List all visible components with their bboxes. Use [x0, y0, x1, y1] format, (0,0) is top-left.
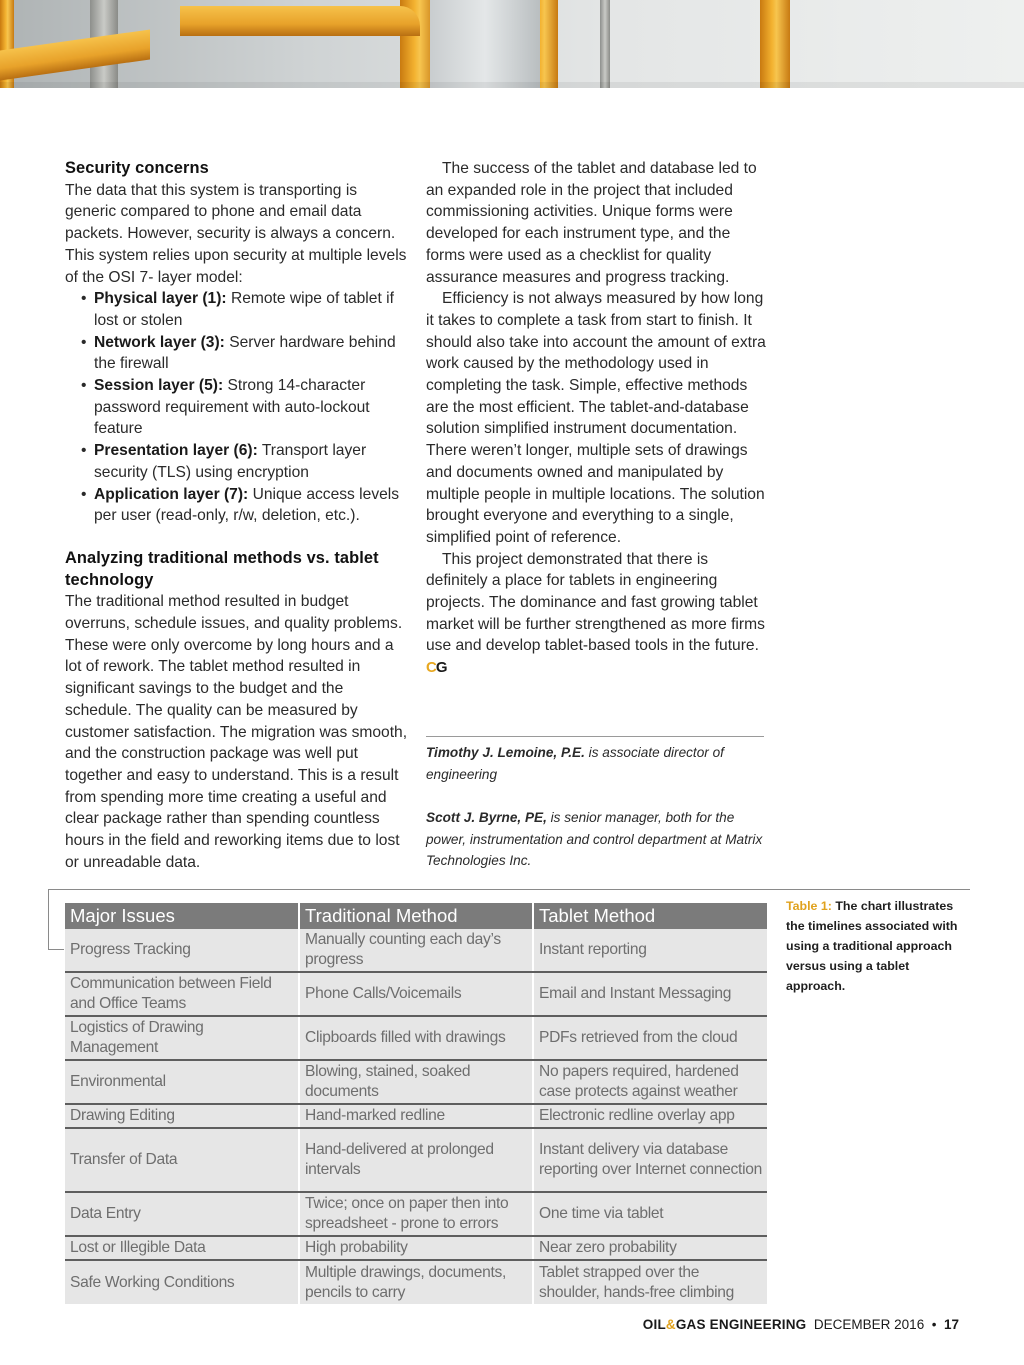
table-row: Lost or Illegible Data High probability Near zero probability: [65, 1236, 767, 1260]
table-row: Transfer of Data Hand-delivered at prolonged intervals Instant delivery via database reporting over Internet connection: [65, 1128, 767, 1192]
list-item: • Application layer (7): Unique access levels per user (read-only, r/w, deletion, etc.).: [94, 484, 410, 527]
table-header-row: [65, 903, 767, 929]
list-item: • Physical layer (1): Remote wipe of tablet if lost or stolen: [94, 288, 410, 331]
list-item: • Presentation layer (6): Transport layer security (TLS) using encryption: [94, 440, 410, 483]
table-frame-line: [48, 949, 64, 950]
analysis-heading: Analyzing traditional methods vs. tablet technology: [65, 548, 379, 589]
security-intro: The data that this system is transporting is generic compared to phone and email data packets. However, security is always a concern. This system relies upon security at multiple levels of the OSI 7- layer model:: [65, 181, 407, 286]
header-tablet-method: Tablet Method: [533, 903, 767, 929]
table-row: Safe Working Conditions Multiple drawings, documents, pencils to carry Tablet strapped over the shoulder, hands-free climbing: [65, 1260, 767, 1304]
table-row: Drawing Editing Hand-marked redline Electronic redline overlay app: [65, 1104, 767, 1128]
paragraph: This project demonstrated that there is definitely a place for tablets in engineering projects. The dominance and fast growing tablet market will be further strengthened as more firms use and develop tablet-based tools in the future. CG: [426, 550, 765, 677]
header-traditional-method: Traditional Method: [299, 903, 533, 929]
issue-date: DECEMBER 2016: [813, 1317, 925, 1332]
table-row: Communication between Field and Office Teams Phone Calls/Voicemails Email and Instant Messaging: [65, 972, 767, 1016]
author-divider: [426, 736, 764, 737]
list-item: • Session layer (5): Strong 14-character password requirement with auto-lockout feature: [94, 375, 410, 440]
publication-name: OIL&GAS ENGINEERING: [642, 1317, 807, 1332]
page-number: 17: [943, 1317, 959, 1332]
table-row: Logistics of Drawing Management Clipboards filled with drawings PDFs retrieved from the cloud: [65, 1016, 767, 1060]
table-row: Data Entry Twice; once on paper then into spreadsheet - prone to errors One time via tablet: [65, 1192, 767, 1236]
table-caption: [786, 896, 966, 996]
table-frame-line: [48, 889, 970, 890]
caption-text: The chart illustrates the timelines associated with using a traditional approach versus using a tablet approach.: [786, 899, 958, 993]
paragraph: The success of the tablet and database led to an expanded role in the project that included commissioning activities. Unique forms were developed for each instrument type, and the forms were used as a checklist for quality assurance measures and progress tracking.: [426, 160, 757, 286]
paragraph: Efficiency is not always measured by how long it takes to complete a task from start to finish. It should also take into account the amount of extra work caused by the methodology used in completing the task. Simple, effective methods are the most efficient. The tablet-and-database solution simplified instrument documentation. There weren’t longer, multiple sets of drawings and documents owned and manipulated by multiple people in multiple locations. The solution brought everyone and everything to a single, simplified point of reference.: [426, 290, 766, 546]
header-major-issues: Major Issues: [65, 903, 299, 929]
author-bio-1: Timothy J. Lemoine, P.E. is associate director of engineering: [426, 745, 724, 782]
security-heading: Security concerns: [65, 159, 209, 177]
table-frame-line: [48, 889, 49, 949]
page-footer: [643, 1317, 959, 1332]
article-right-column: [426, 158, 771, 679]
author-bio-2: Scott J. Byrne, PE, is senior manager, both for the power, instrumentation and control department at Matrix Technologies Inc.: [426, 810, 763, 868]
comparison-table: [65, 903, 767, 1304]
osi-layer-list: [65, 288, 410, 527]
table-row: Progress Tracking Manually counting each day’s progress Instant reporting: [65, 929, 767, 972]
list-item: • Network layer (3): Server hardware behind the firewall: [94, 332, 410, 375]
caption-label: Table 1:: [786, 899, 832, 913]
header-photo: [0, 0, 1024, 88]
table-row: Environmental Blowing, stained, soaked documents No papers required, hardened case protects against weather: [65, 1060, 767, 1104]
footer-separator: •: [931, 1317, 937, 1332]
analysis-body: The traditional method resulted in budget overruns, schedule issues, and quality problems. These were only overcome by long hours and a lot of rework. The tablet method resulted in significant savings to the budget and the schedule. The quality can be measured by customer satisfaction. The migration was smooth, and the construction package was well put together and easy to understand. This is a result from spending more time creating a useful and clear package rather than spending countless hours in the field and reworking items due to lost or unreadable data.: [65, 593, 408, 871]
article-left-column: [65, 158, 410, 874]
og-end-mark-icon: CG: [426, 659, 447, 677]
